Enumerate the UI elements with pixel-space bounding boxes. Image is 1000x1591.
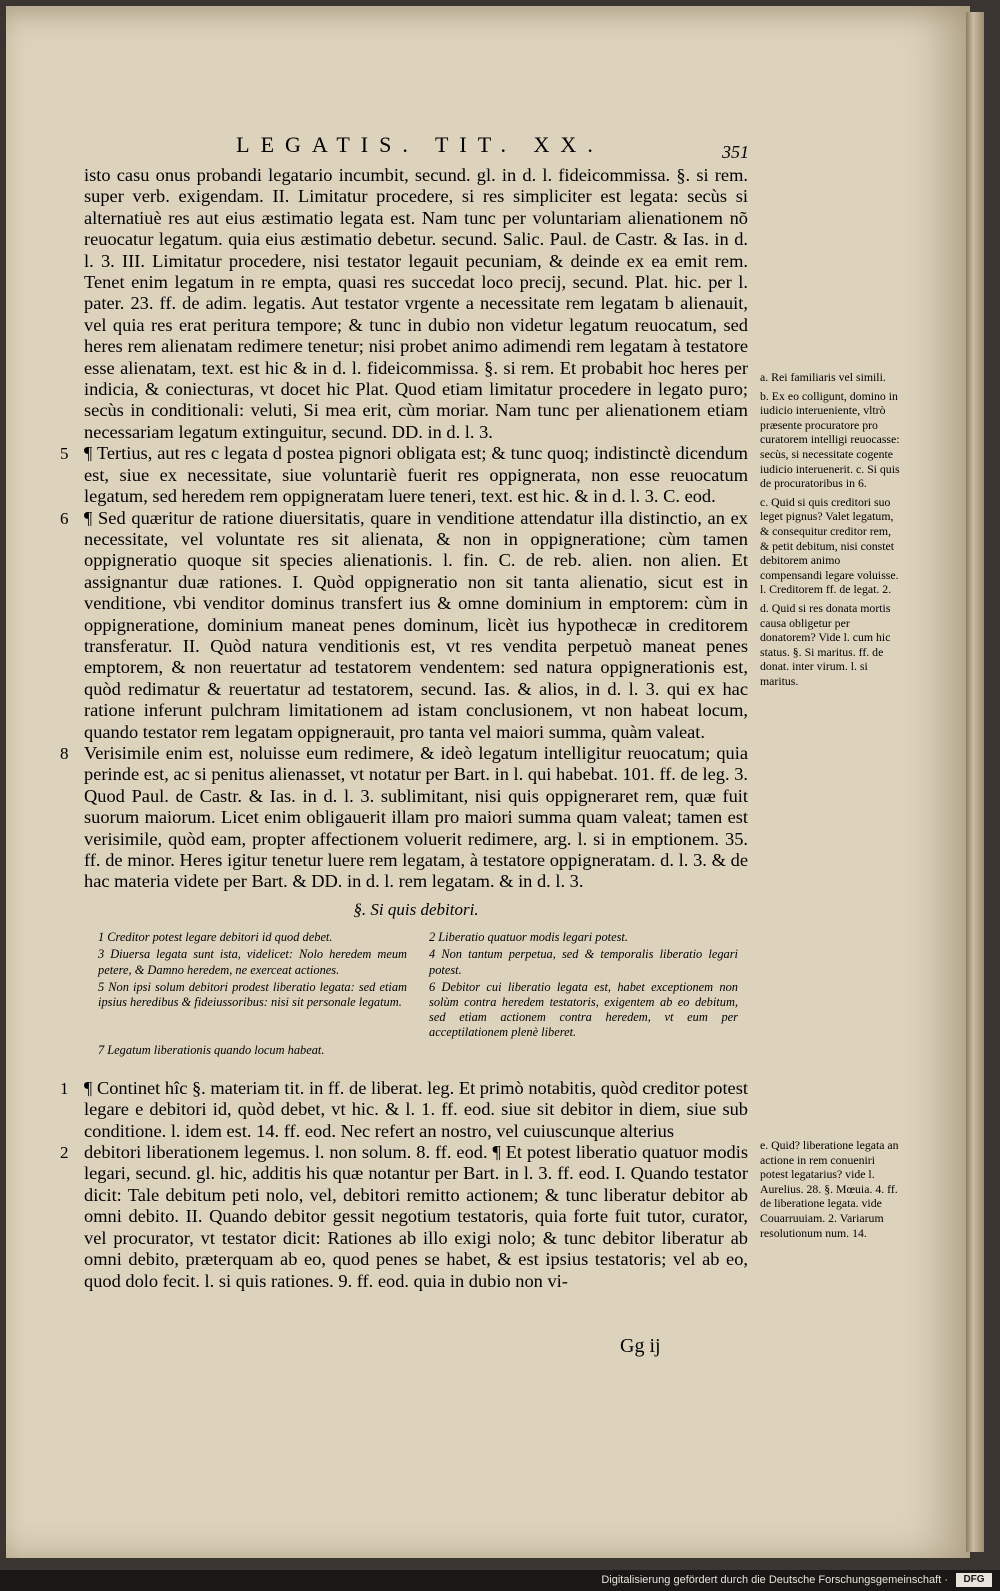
summary-item: 6 Debitor cui liberatio legata est, habet exceptionem non solùm contra heredem testatoris, exigentem ab eo debitum, sed etiam actionem contra heredem, vt eum per acceptilationem plenè liberet. bbox=[429, 979, 738, 1040]
folio-number: 351 bbox=[722, 142, 749, 162]
subsection-heading: §. Si quis debitori. bbox=[353, 899, 479, 919]
summary-item: 3 Diuersa legata sunt ista, videlicet: Nolo heredem meum petere, & Damno heredem, ne exerceat actiones. bbox=[98, 947, 407, 977]
main-paragraphs bbox=[60, 165, 748, 893]
paragraph bbox=[60, 1077, 748, 1142]
marginal-note: d. Quid si res donata mortis causa obligetur per donatorem? Vide l. cum hic status. §. Si maritus. ff. de donat. inter virum. l. si maritus. bbox=[760, 600, 891, 688]
summary-list bbox=[98, 930, 738, 1060]
paragraph-text: debitori liberationem legemus. l. non solum. 8. ff. eod. ¶ Et potest liberatio quatuor modis legari, secund. gl. hic, additis his quæ notantur per Bart. in l. 3. ff. eod. I. Quando testator dicit: Tale debitum peti nolo, vel, debitori remitto actionem; & tunc liberatur debitor ab omni debito. II. Quando debitor gessit negotium testatoris, quia forte fuit tutor, curator, vel procurator, vt testator dicit: Rationes ab illo exigi nolo; & tunc debitor liberatur ab omni debito, præterquam ab eo, quod penes se habet, & est ipsius testatoris; vel ab eo, quod dolo fecit. l. si quis rationes. 9. ff. eod. quia in dubio non vi- bbox=[84, 1142, 748, 1291]
page-edge bbox=[966, 12, 984, 1552]
paragraph-text: Verisimile enim est, noluisse eum redimere, & ideò legatum intelligitur reuocatum; quia perinde est, ac si penitus alienasset, vt notatur per Bart. in l. qui habebat. 101. ff. de leg. 3. Quod Paul. de Castr. & Ias. in d. l. 3. sublimitant, nisi quis oppigneraret rem, quæ fuit suorum maiorum. Licet enim obligauerit illam pro maiori summa quam valeat; tamen est verisimile, quòd eam, propter affectionem voluerit redimere, arg. l. si in emptionem. 35. ff. de minor. Heres igitur tenetur luere rem legatam, à testatore oppigneratam. d. l. 3. & de hac materia videte per Bart. & DD. in d. l. rem legatam. & in d. l. 3. bbox=[84, 742, 748, 892]
main-text-column bbox=[60, 165, 748, 1292]
summary-item: 2 Liberatio quatuor modis legari potest. bbox=[429, 930, 628, 945]
dfg-logo: DFG bbox=[956, 1573, 992, 1587]
paragraph bbox=[84, 165, 748, 443]
paragraph bbox=[60, 443, 748, 507]
paragraph bbox=[60, 742, 748, 893]
line-number: 2 bbox=[60, 1143, 69, 1163]
marginal-note: a. Rei familiaris vel simili. bbox=[760, 370, 886, 384]
footer-bar bbox=[0, 1570, 1000, 1591]
line-number: 1 bbox=[60, 1078, 69, 1098]
running-title: LEGATIS. TIT. XX. bbox=[236, 132, 604, 157]
marginal-notes-top bbox=[760, 370, 902, 692]
summary-item: 5 Non ipsi solum debitori prodest liberatio legata: sed etiam ipsius heredibus & fideiussoribus: nisi sit personale legatum. bbox=[98, 979, 407, 1010]
paragraph bbox=[60, 1142, 748, 1292]
line-number: 5 bbox=[60, 444, 69, 464]
summary-item: 7 Legatum liberationis quando locum habeat. bbox=[98, 1042, 325, 1057]
footer-credit: Digitalisierung gefördert durch die Deutsche Forschungsgemeinschaft · bbox=[601, 1574, 948, 1586]
paragraph bbox=[60, 507, 748, 743]
second-paragraphs bbox=[60, 1077, 748, 1292]
paragraph-text: ¶ Tertius, aut res c legata d postea pignori obligata est; & tunc quoq; indistinctè dicendum est, siue ex necessitate, siue voluntariè fuerit res oppignerata, non esse reuocatum legatum, sed heredem rem oppigneratam luere teneri, text. est hic. & in d. l. 3. C. eod. bbox=[84, 443, 748, 507]
paragraph-text: ¶ Sed quæritur de ratione diuersitatis, quare in venditione attendatur illa distinctio, an ex necessitate, vel voluntate res sit alienata, & non in oppigneratione; cùm tamen oppigneratio quoque sit species alienationis. l. fin. C. de reb. alien. non alien. Et assignantur duæ rationes. I. Quòd oppigneratio non sit tanta alienatio, sicut est in venditione, vbi venditor dominus transfert ius & omne dominium in emptorem: cùm in oppigneratione, dominium maneat penes dominum, licèt ius hypothecæ in creditorem transferatur. II. Quòd natura venditionis est, vt res vendita perpetuò maneat penes emptorem, & non reuertatur ad testatorem vendentem: sed natura oppignerationis est, quòd redimatur & reuertatur ad testatorem, secund. Ias. & alios, in d. l. 3. qui ex hac ratione inferunt pulchram limitationem ad istam conclusionem, vt non habeat locum, quando testator rem legatam oppignerauit, pro tanta vel maiori summa, quàm valeat. bbox=[84, 507, 748, 742]
marginal-notes-bottom bbox=[760, 1138, 902, 1244]
summary-item: 4 Non tantum perpetua, sed & temporalis liberatio legari potest. bbox=[429, 947, 738, 977]
paragraph-text: ¶ Continet hîc §. materiam tit. in ff. de liberat. leg. Et primò notabitis, quòd creditor potest legare e debitori id, quòd debet, vt hic. & l. 1. ff. eod. siue sit debitor in diem, siue sub conditione. l. idem est. 14. ff. eod. Nec refert an nostro, vel cuiuscunque alterius bbox=[84, 1077, 748, 1141]
marginal-note: e. Quid? liberatione legata an actione in rem conueniri potest legatarius? vide l. Aurelius. 28. §. Mœuia. 4. ff. de liberatione legata. vide Couarruuiam. 2. Variarum resolutionum num. 14. bbox=[760, 1138, 899, 1240]
marginal-note: c. Quid si quis creditori suo leget pignus? Valet legatum, & consequitur creditor rem, & petit debitum, nisi constet debitorem animo compensandi legare voluisse. l. Creditorem ff. de legat. 2. bbox=[760, 494, 899, 597]
paragraph-text: isto casu onus probandi legatario incumbit, secund. gl. in d. l. fideicommissa. §. si rem. super verb. exigendam. II. Limitatur procedere, si res simpliciter est legata: secùs si alternatiuè res aut eius æstimatio legata est. Nam tunc per voluntariam alienationem nõ reuocatur legatum. quia eius æstimatio debetur. secund. Salic. Paul. de Castr. & Ias. in d. l. 3. III. Limitatur procedere, nisi testator legauit pecuniam, & deinde ex ea emit rem. Tenet enim legatum in re empta, quasi res succedat loco precij, secund. Plat. hic. per l. pater. 23. ff. de adim. legatis. Aut testator vrgente a necessitate rem legatam b alienauit, vel quia res erat peritura tempore; & tunc in dubio non videtur legatum reuocatum, sed heres rem alienatam redimere tenetur; nisi probet animo adimendi rem legatam à testatore esse alienatam, text. est hic & in d. l. fideicommissa. §. si rem. Et probabit hoc heres per indicia, & coniecturas, vt docet hic Plat. Quod etiam limitatur procedere in legato puro; secùs in conditionali: veluti, Si mea erit, cùm moriar. Nam tunc per alienationem etiam necessariam legatum extinguitur, secund. DD. in d. l. 3. bbox=[84, 165, 748, 442]
line-number: 6 bbox=[60, 508, 69, 528]
line-number: 8 bbox=[60, 743, 69, 763]
signature-mark: Gg ij bbox=[620, 1335, 661, 1357]
summary-item: 1 Creditor potest legare debitori id quod debet. bbox=[98, 930, 333, 945]
marginal-note: b. Ex eo colligunt, domino in iudicio interueniente, vltrò præsente procuratore pro curatorem intelligi reuocasse: secùs, si necessitate cogente iudicio interuenerit. c. Si quis de procuratoribus in 6. bbox=[760, 388, 900, 491]
